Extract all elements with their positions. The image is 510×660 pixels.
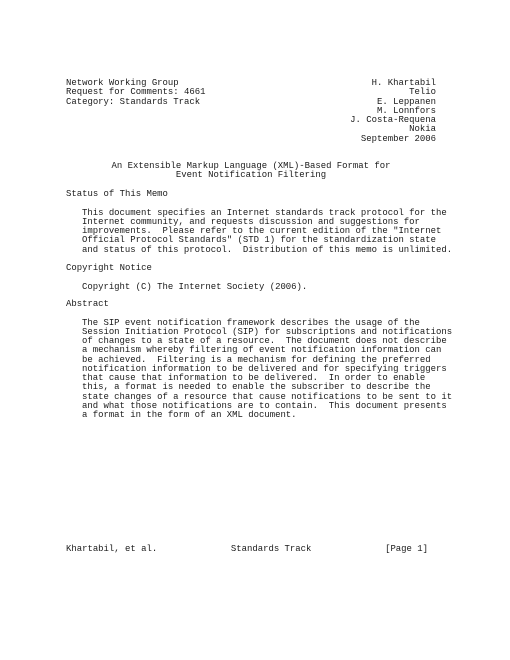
header-right-line: E. Leppanen bbox=[377, 96, 436, 107]
abstract-section bbox=[66, 299, 453, 420]
header-right-line: H. Khartabil bbox=[371, 78, 436, 88]
header-row bbox=[66, 116, 436, 125]
rfc-header bbox=[66, 79, 436, 144]
header-left-line: Network Working Group bbox=[66, 78, 179, 88]
abstract-heading: Abstract bbox=[66, 299, 109, 309]
header-left-line: Category: Standards Track bbox=[66, 96, 201, 107]
status-line: This document specifies an Internet standards track protocol for the bbox=[82, 207, 447, 218]
status-line: Internet community, and requests discussion and suggestions for bbox=[82, 216, 420, 227]
footer-authors: Khartabil, et al. bbox=[66, 544, 158, 554]
abstract-line: that cause that information to be delivered. In order to enable bbox=[82, 373, 426, 383]
footer-category: Standards Track bbox=[230, 544, 312, 554]
abstract-line: a mechanism whereby filtering of event notification information can bbox=[82, 345, 442, 356]
abstract-line: this, a format is needed to enable the subscriber to describe the bbox=[82, 382, 431, 393]
status-section bbox=[66, 189, 453, 255]
abstract-line: a format in the form of an XML document. bbox=[82, 410, 297, 420]
status-line: Official Protocol Standards" (STD 1) for the standardization state bbox=[82, 235, 436, 246]
abstract-line: be achieved. Filtering is a mechanism for defining the preferred bbox=[82, 354, 431, 365]
copyright-heading: Copyright Notice bbox=[66, 263, 152, 273]
abstract-line: The SIP event notification framework describes the usage of the bbox=[82, 317, 420, 328]
abstract-line: of changes to a state of a resource. The document does not describe bbox=[82, 336, 447, 346]
footer-page-number: [Page 1] bbox=[385, 544, 428, 554]
abstract-line: and what those notifications are to contain. This document presents bbox=[82, 400, 447, 411]
status-line: improvements. Please refer to the current edition of the "Internet bbox=[82, 226, 442, 236]
abstract-line: notification information to be delivered and for specifying triggers bbox=[82, 363, 447, 374]
header-right-line: Telio bbox=[409, 87, 436, 98]
status-line: and status of this protocol. Distribution of this memo is unlimited. bbox=[82, 244, 453, 255]
document-title bbox=[66, 162, 436, 181]
header-row bbox=[66, 135, 436, 144]
abstract-line: Session Initiation Protocol (SIP) for subscriptions and notifications bbox=[82, 326, 453, 337]
abstract-line: state changes of a resource that cause notifications to be sent to it bbox=[82, 391, 453, 402]
title-line-1: An Extensible Markup Language (XML)-Based Format for bbox=[111, 161, 391, 171]
header-right-line: M. Lonnfors bbox=[377, 105, 436, 116]
header-right-line: Nokia bbox=[409, 124, 436, 135]
header-right-line: J. Costa-Requena bbox=[350, 115, 436, 125]
title-line-2: Event Notification Filtering bbox=[175, 170, 327, 181]
status-heading: Status of This Memo bbox=[66, 189, 168, 199]
copyright-line: Copyright (C) The Internet Society (2006). bbox=[82, 281, 308, 292]
header-right-line: September 2006 bbox=[360, 133, 436, 144]
copyright-section bbox=[66, 264, 446, 292]
header-left-line: Request for Comments: 4661 bbox=[66, 87, 206, 98]
page-footer bbox=[66, 545, 428, 554]
